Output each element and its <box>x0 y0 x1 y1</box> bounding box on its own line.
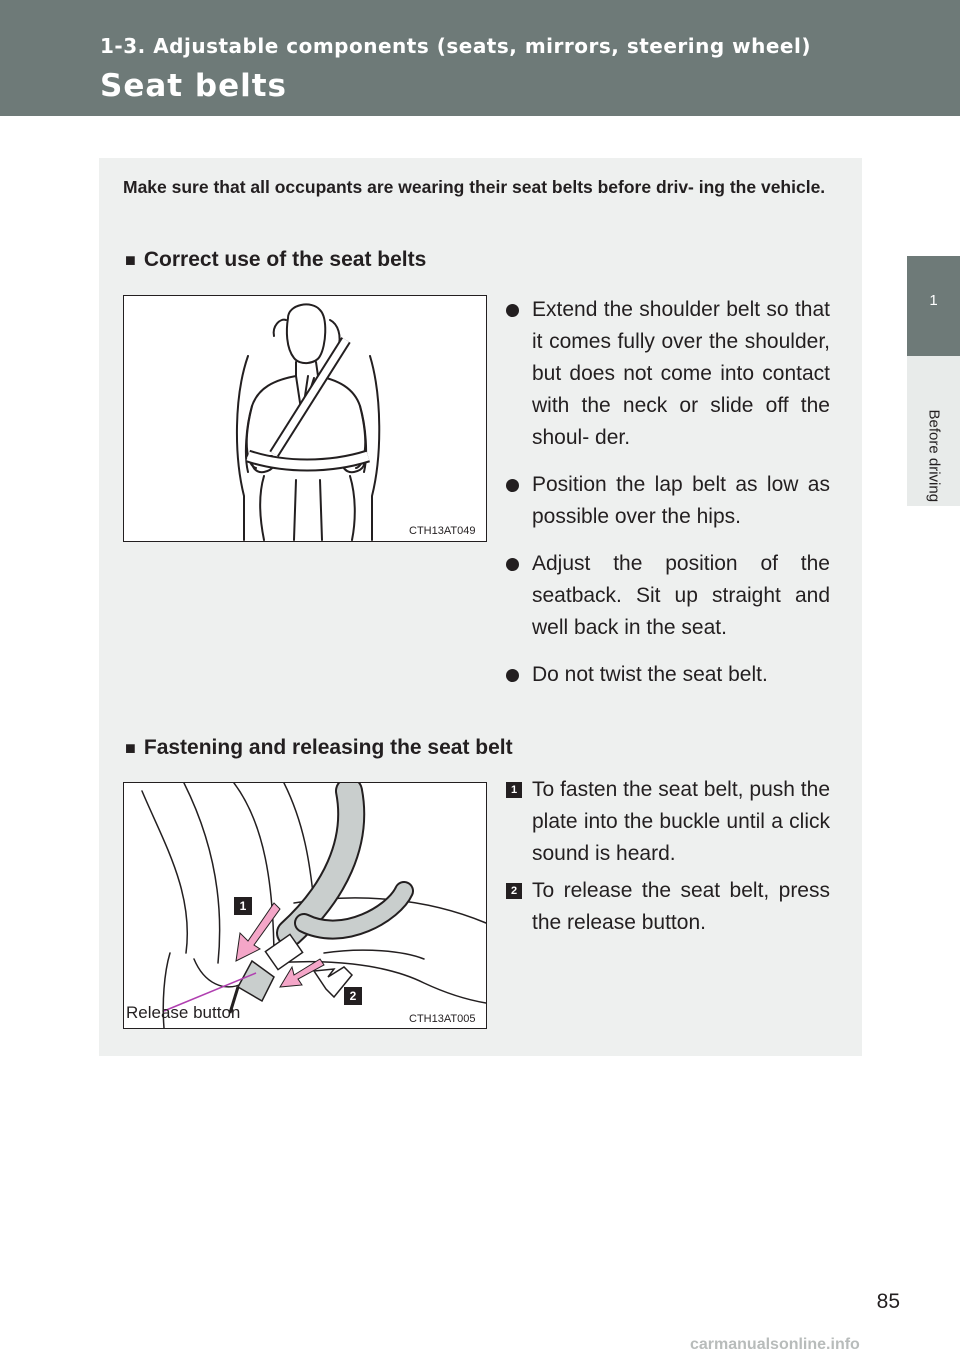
list-item: Position the lap belt as low as possible over the hips. <box>506 469 830 533</box>
callout-1: 1 <box>239 899 247 913</box>
bullet-icon <box>506 479 519 492</box>
buckle-figure <box>123 782 487 1029</box>
step-number-icon: 1 <box>506 782 522 798</box>
figure-code: CTH13AT005 <box>409 1013 476 1025</box>
step-number-icon: 2 <box>506 883 522 899</box>
step-item: 1 To fasten the seat belt, push the plate into the buckle until a click sound is heard. <box>506 774 830 870</box>
page-header <box>0 0 960 116</box>
page-number: 85 <box>876 1290 900 1313</box>
bullet-icon <box>506 558 519 571</box>
page-title: Seat belts <box>100 68 287 104</box>
chapter-number: 1 <box>929 292 938 309</box>
intro-text: Make sure that all occupants are wearing their seat belts before driv- ing the vehicle. <box>123 177 826 197</box>
correct-use-list <box>506 294 830 706</box>
bullet-icon <box>506 304 519 317</box>
watermark: carmanualsonline.info <box>690 1336 860 1353</box>
section-label: 1-3. Adjustable components (seats, mirrors, steering wheel) <box>100 34 811 58</box>
chapter-name: Before driving <box>925 409 943 503</box>
fastening-heading-text: Fastening and releasing the seat belt <box>143 736 513 759</box>
square-marker-icon: ■ <box>125 250 136 270</box>
fastening-steps <box>506 774 830 944</box>
list-item: Do not twist the seat belt. <box>506 659 830 691</box>
seated-passenger-figure <box>123 295 487 542</box>
figure-code: CTH13AT049 <box>409 525 476 537</box>
list-item: Extend the shoulder belt so that it comes fully over the shoulder, but does not come into contact with the neck or slide off the shoul- der. <box>506 294 830 454</box>
fastening-heading <box>125 736 513 760</box>
step-item: 2 To release the seat belt, press the release button. <box>506 875 830 939</box>
release-button-label: Release button <box>126 1003 241 1022</box>
callout-2: 2 <box>349 989 357 1003</box>
list-item: Adjust the position of the seatback. Sit up straight and well back in the seat. <box>506 548 830 644</box>
buckle-illustration <box>124 783 486 1028</box>
bullet-icon <box>506 669 519 682</box>
seated-passenger-illustration <box>124 296 486 541</box>
square-marker-icon: ■ <box>125 738 136 758</box>
correct-use-heading <box>125 248 426 272</box>
correct-use-heading-text: Correct use of the seat belts <box>143 248 427 271</box>
